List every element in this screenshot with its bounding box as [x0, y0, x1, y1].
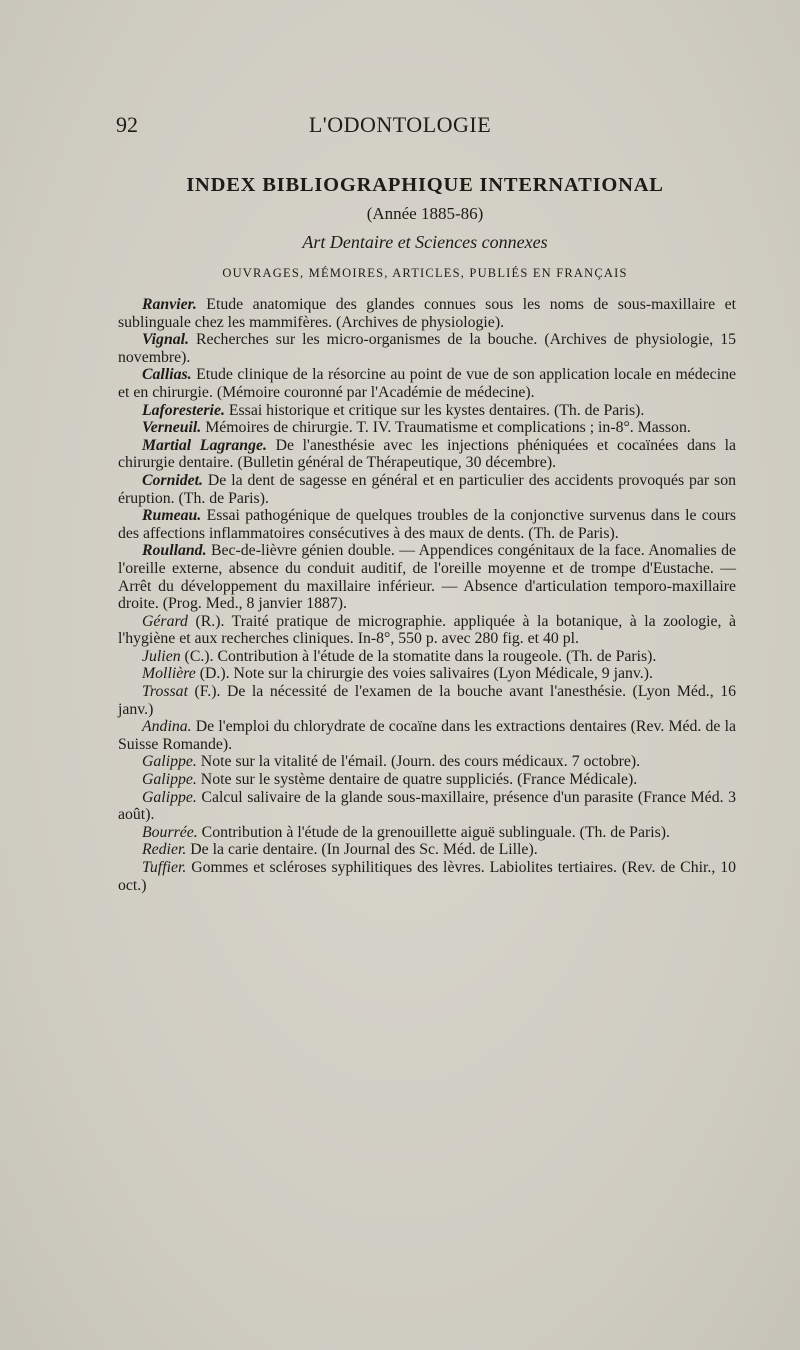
- entry-text: Etude anatomique des glandes connues sous les noms de sous-maxillaire et sublinguale chez les mammifères. (Archives de physiologie).: [118, 296, 736, 331]
- entry-author: Galippe.: [142, 788, 197, 806]
- entry-text: (D.). Note sur la chirurgie des voies salivaires (Lyon Médicale, 9 janv.).: [195, 665, 653, 683]
- bibliography-entry: [118, 753, 736, 771]
- bibliography-entry: [118, 472, 736, 507]
- entry-text: Calcul salivaire de la glande sous-maxillaire, présence d'un parasite (France Méd. 3 août).: [118, 788, 736, 824]
- entry-author: Verneuil.: [142, 419, 202, 437]
- bibliography-entry: [118, 665, 736, 683]
- entry-text: Note sur le système dentaire de quatre suppliciés. (France Médicale).: [196, 771, 638, 789]
- entry-author: Julien: [142, 647, 181, 665]
- bibliography-entry: [118, 648, 736, 666]
- running-head: [0, 112, 800, 142]
- entry-author: Martial Lagrange.: [142, 436, 267, 454]
- entry-author: Vignal.: [142, 331, 189, 349]
- bibliography-entry: [118, 771, 736, 789]
- index-heading: [100, 172, 750, 283]
- bibliography-entry: [118, 789, 736, 824]
- bibliography-entry: [118, 683, 736, 718]
- entry-author: Roulland.: [142, 542, 207, 560]
- entry-author: Cornidet.: [142, 471, 204, 489]
- bibliography-entry: [118, 718, 736, 753]
- entry-text: Contribution à l'étude de la grenouillette aiguë sublinguale. (Th. de Paris).: [197, 823, 670, 841]
- entry-author: Callias.: [142, 366, 192, 384]
- bibliography-entry: [118, 419, 736, 437]
- page-number: 92: [116, 112, 138, 137]
- bibliography-entry: [118, 507, 736, 542]
- entry-author: Bourrée.: [142, 823, 198, 841]
- index-year: (Année 1885-86): [366, 204, 484, 223]
- bibliography-entry: [118, 437, 736, 472]
- entry-text: Recherches sur les micro-organismes de la bouche. (Archives de physiologie, 15 novembre).: [118, 331, 736, 366]
- entry-text: De la carie dentaire. (In Journal des Sc. Méd. de Lille).: [186, 841, 538, 859]
- entry-author: Trossat: [142, 683, 188, 701]
- entry-text: Bec-de-lièvre génien double. — Appendices congénitaux de la face. Anomalies de l'oreille externe, absence du conduit auditif, de l'oreille moyenne et de trompe d'Eustache. — Arrêt du développement du maxillaire inférieur. — Absence d'articulation temporo-maxillaire droite. (Prog. Med., 8 janvier 1887).: [118, 542, 736, 613]
- entry-author: Andina.: [142, 718, 192, 736]
- entry-text: Essai pathogénique de quelques troubles de la conjonctive survenus dans le cours des affections inflammatoires consécutives à des maux de dents. (Th. de Paris).: [118, 507, 736, 542]
- journal-title: L'ODONTOLOGIE: [308, 112, 492, 137]
- index-subtitle: Art Dentaire et Sciences connexes: [302, 232, 548, 252]
- entry-text: De l'anesthésie avec les injections phéniquées et cocaïnées dans la chirurgie dentaire. (Bulletin général de Thérapeutique, 30 décembre).: [118, 436, 736, 472]
- bibliography-entry: [118, 366, 736, 401]
- entry-text: De la dent de sagesse en général et en particulier des accidents provoqués par son éruption. (Th. de Paris).: [118, 471, 736, 507]
- bibliography-entry: [118, 296, 736, 331]
- entry-author: Rumeau.: [142, 507, 202, 525]
- entry-text: De l'emploi du chlorydrate de cocaïne dans les extractions dentaires (Rev. Méd. de la Suisse Romande).: [118, 718, 736, 753]
- section-label: OUVRAGES, MÉMOIRES, ARTICLES, PUBLIÉS EN FRANÇAIS: [222, 266, 628, 280]
- bibliography-entry: [118, 542, 736, 612]
- bibliography-list: [118, 296, 736, 894]
- entry-text: Gommes et scléroses syphilitiques des lèvres. Labiolites tertiaires. (Rev. de Chir., 10 oct.): [118, 859, 736, 894]
- bibliography-entry: [118, 859, 736, 894]
- entry-author: Laforesterie.: [142, 401, 225, 419]
- entry-author: Mollière: [142, 665, 196, 683]
- entry-text: Essai historique et critique sur les kystes dentaires. (Th. de Paris).: [224, 401, 645, 419]
- entry-text: Etude clinique de la résorcine au point de vue de son application locale en médecine et en chirurgie. (Mémoire couronné par l'Académie de médecine).: [118, 366, 736, 401]
- entry-text: (F.). De la nécessité de l'examen de la bouche avant l'anesthésie. (Lyon Méd., 16 janv.): [118, 683, 736, 718]
- entry-text: Mémoires de chirurgie. T. IV. Traumatisme et complications ; in-8°. Masson.: [201, 419, 691, 437]
- entry-author: Galippe.: [142, 753, 197, 771]
- index-title: INDEX BIBLIOGRAPHIQUE INTERNATIONAL: [186, 174, 664, 196]
- bibliography-entry: [118, 841, 736, 859]
- entry-text: (R.). Traité pratique de micrographie. appliquée à la botanique, à la zoologie, à l'hygiène et aux recherches cliniques. In-8°, 550 p. avec 280 fig. et 40 pl.: [118, 612, 736, 648]
- entry-text: Note sur la vitalité de l'émail. (Journ. des cours médicaux. 7 octobre).: [196, 753, 641, 771]
- bibliography-entry: [118, 613, 736, 648]
- entry-author: Tuffier.: [142, 859, 187, 876]
- entry-author: Ranvier.: [142, 296, 197, 313]
- entry-author: Gérard: [142, 612, 188, 630]
- entry-author: Galippe.: [142, 771, 197, 789]
- bibliography-entry: [118, 331, 736, 366]
- entry-author: Redier.: [142, 841, 187, 859]
- bibliography-entry: [118, 824, 736, 842]
- entry-text: (C.). Contribution à l'étude de la stomatite dans la rougeole. (Th. de Paris).: [180, 647, 657, 665]
- bibliography-entry: [118, 402, 736, 420]
